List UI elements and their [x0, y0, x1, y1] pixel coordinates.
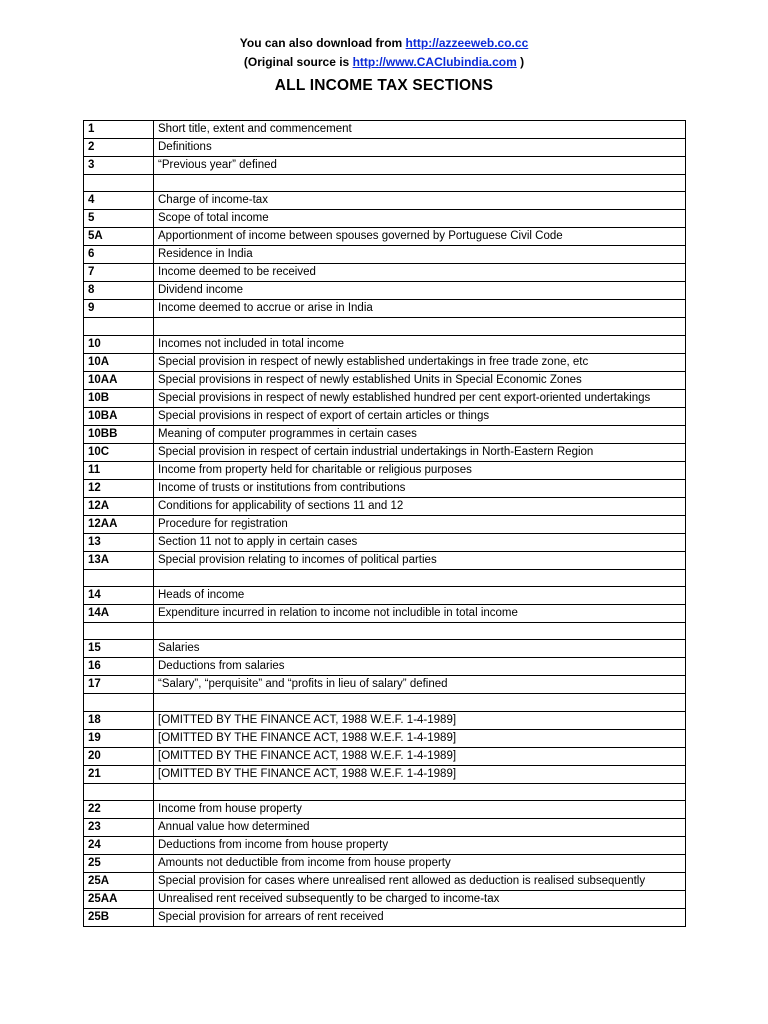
section-description: Special provision in respect of newly established undertakings in free trade zone, etc [154, 353, 686, 371]
section-number: 20 [84, 747, 154, 765]
section-description: Amounts not deductible from income from house property [154, 855, 686, 873]
section-description: Special provisions in respect of newly established Units in Special Economic Zones [154, 371, 686, 389]
section-description: Definitions [154, 139, 686, 157]
table-row [84, 479, 686, 497]
download-line [0, 34, 768, 53]
section-number [84, 783, 154, 800]
section-number: 25A [84, 873, 154, 891]
section-number: 10BB [84, 425, 154, 443]
section-number: 25B [84, 909, 154, 927]
section-description: Special provision relating to incomes of political parties [154, 551, 686, 569]
section-description: Short title, extent and commencement [154, 121, 686, 139]
table-row [84, 551, 686, 569]
table-row [84, 765, 686, 783]
section-number: 15 [84, 640, 154, 658]
table-row [84, 605, 686, 623]
table-spacer-row [84, 318, 686, 335]
section-number: 10A [84, 353, 154, 371]
table-row [84, 497, 686, 515]
table-row [84, 837, 686, 855]
section-number: 3 [84, 157, 154, 175]
section-description: Incomes not included in total income [154, 335, 686, 353]
table-row [84, 121, 686, 139]
section-number [84, 175, 154, 192]
section-number: 6 [84, 246, 154, 264]
section-description: Scope of total income [154, 210, 686, 228]
section-description: “Previous year” defined [154, 157, 686, 175]
table-row [84, 210, 686, 228]
section-number: 18 [84, 711, 154, 729]
table-spacer-row [84, 783, 686, 800]
table-row [84, 747, 686, 765]
table-row [84, 335, 686, 353]
table-row [84, 515, 686, 533]
sections-table [83, 120, 686, 927]
section-number: 10BA [84, 407, 154, 425]
source-link[interactable]: http://www.CAClubindia.com [352, 55, 517, 69]
section-number: 22 [84, 801, 154, 819]
table-row [84, 801, 686, 819]
section-description [154, 623, 686, 640]
section-number: 17 [84, 676, 154, 694]
section-description: Income from house property [154, 801, 686, 819]
table-spacer-row [84, 569, 686, 586]
section-number: 11 [84, 461, 154, 479]
section-description: Annual value how determined [154, 819, 686, 837]
section-description: Special provisions in respect of export of certain articles or things [154, 407, 686, 425]
section-description: Dividend income [154, 282, 686, 300]
section-description: Special provision for arrears of rent received [154, 909, 686, 927]
section-description: Income deemed to accrue or arise in India [154, 300, 686, 318]
section-number: 16 [84, 658, 154, 676]
table-row [84, 676, 686, 694]
table-row [84, 389, 686, 407]
section-description: [OMITTED BY THE FINANCE ACT, 1988 W.E.F. 1-4-1989] [154, 747, 686, 765]
section-number: 23 [84, 819, 154, 837]
section-description: Apportionment of income between spouses governed by Portuguese Civil Code [154, 228, 686, 246]
section-number: 13A [84, 551, 154, 569]
table-row [84, 873, 686, 891]
document-header [0, 34, 768, 97]
section-number: 10B [84, 389, 154, 407]
section-number: 8 [84, 282, 154, 300]
section-number: 25 [84, 855, 154, 873]
section-number: 9 [84, 300, 154, 318]
section-number: 10 [84, 335, 154, 353]
source-suffix: ) [516, 55, 525, 69]
section-description: Salaries [154, 640, 686, 658]
table-row [84, 711, 686, 729]
section-description: Charge of income-tax [154, 192, 686, 210]
page-title: ALL INCOME TAX SECTIONS [274, 77, 494, 94]
section-description: Income from property held for charitable or religious purposes [154, 461, 686, 479]
section-number: 2 [84, 139, 154, 157]
table-row [84, 353, 686, 371]
table-row [84, 192, 686, 210]
table-row [84, 658, 686, 676]
section-number: 10AA [84, 371, 154, 389]
section-number: 13 [84, 533, 154, 551]
section-description: Deductions from income from house property [154, 837, 686, 855]
source-line [0, 53, 768, 72]
table-row [84, 282, 686, 300]
sections-table-body [84, 121, 686, 927]
section-description [154, 694, 686, 711]
table-row [84, 909, 686, 927]
section-number: 4 [84, 192, 154, 210]
section-number: 5A [84, 228, 154, 246]
section-number: 1 [84, 121, 154, 139]
section-number: 24 [84, 837, 154, 855]
section-description: “Salary”, “perquisite” and “profits in lieu of salary” defined [154, 676, 686, 694]
section-number: 5 [84, 210, 154, 228]
section-number: 12 [84, 479, 154, 497]
section-description [154, 318, 686, 335]
table-row [84, 371, 686, 389]
section-description: Expenditure incurred in relation to income not includible in total income [154, 605, 686, 623]
table-row [84, 587, 686, 605]
source-prefix: (Original source is [243, 55, 353, 69]
section-description: Heads of income [154, 587, 686, 605]
table-row [84, 461, 686, 479]
section-number: 14A [84, 605, 154, 623]
table-row [84, 729, 686, 747]
section-description: Income of trusts or institutions from contributions [154, 479, 686, 497]
download-prefix: You can also download from [239, 36, 406, 50]
table-spacer-row [84, 175, 686, 192]
section-description: [OMITTED BY THE FINANCE ACT, 1988 W.E.F. 1-4-1989] [154, 765, 686, 783]
section-number [84, 694, 154, 711]
table-row [84, 407, 686, 425]
section-number: 10C [84, 443, 154, 461]
section-number: 19 [84, 729, 154, 747]
table-row [84, 855, 686, 873]
section-description: [OMITTED BY THE FINANCE ACT, 1988 W.E.F. 1-4-1989] [154, 711, 686, 729]
section-description [154, 569, 686, 586]
section-number: 12A [84, 497, 154, 515]
table-row [84, 891, 686, 909]
table-row [84, 533, 686, 551]
section-description: Income deemed to be received [154, 264, 686, 282]
table-row [84, 228, 686, 246]
section-description: Procedure for registration [154, 515, 686, 533]
table-row [84, 819, 686, 837]
table-spacer-row [84, 623, 686, 640]
table-row [84, 300, 686, 318]
section-number: 14 [84, 587, 154, 605]
table-row [84, 264, 686, 282]
section-description: Special provision for cases where unrealised rent allowed as deduction is realised subsequently [154, 873, 686, 891]
section-description: Special provision in respect of certain industrial undertakings in North-Eastern Region [154, 443, 686, 461]
section-description: Section 11 not to apply in certain cases [154, 533, 686, 551]
section-number [84, 623, 154, 640]
section-description: Unrealised rent received subsequently to be charged to income-tax [154, 891, 686, 909]
table-spacer-row [84, 694, 686, 711]
table-row [84, 157, 686, 175]
section-description: Special provisions in respect of newly established hundred per cent export-oriented undertakings [154, 389, 686, 407]
section-description: Residence in India [154, 246, 686, 264]
section-description: Conditions for applicability of sections 11 and 12 [154, 497, 686, 515]
section-description: [OMITTED BY THE FINANCE ACT, 1988 W.E.F. 1-4-1989] [154, 729, 686, 747]
section-number [84, 569, 154, 586]
section-description [154, 783, 686, 800]
section-number: 21 [84, 765, 154, 783]
table-row [84, 640, 686, 658]
section-number: 7 [84, 264, 154, 282]
section-description [154, 175, 686, 192]
section-description: Meaning of computer programmes in certain cases [154, 425, 686, 443]
table-row [84, 246, 686, 264]
table-row [84, 139, 686, 157]
section-number [84, 318, 154, 335]
table-row [84, 425, 686, 443]
section-number: 12AA [84, 515, 154, 533]
section-number: 25AA [84, 891, 154, 909]
section-description: Deductions from salaries [154, 658, 686, 676]
table-row [84, 443, 686, 461]
download-link[interactable]: http://azzeeweb.co.cc [405, 36, 529, 50]
